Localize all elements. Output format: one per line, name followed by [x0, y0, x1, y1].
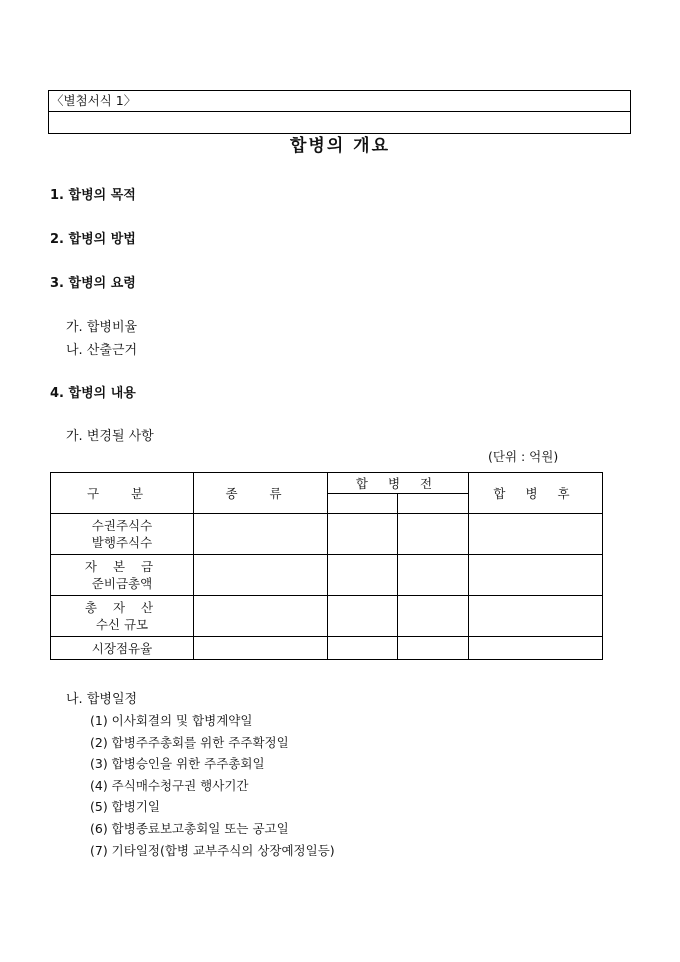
table-cell — [469, 637, 603, 660]
table-cell — [398, 596, 469, 637]
schedule-item: (5) 합병기일 — [90, 799, 160, 814]
table-row — [51, 596, 603, 637]
table-cell — [469, 555, 603, 596]
unit-note: (단위 : 억원) — [488, 449, 559, 464]
section-4-heading: 4. 합병의 내용 — [50, 386, 136, 401]
section-3-heading: 3. 합병의 요령 — [50, 276, 136, 291]
schedule-item: (4) 주식매수청구권 행사기간 — [90, 778, 249, 793]
form-label: 〈별첨서식 1〉 — [49, 91, 630, 112]
row-label: 자 본 금 준비금총액 — [51, 555, 194, 596]
table-cell — [194, 637, 328, 660]
section-4-item-a: 가. 변경될 사항 — [66, 429, 154, 444]
document-title: 합병의 개요 — [289, 136, 391, 156]
row-label: 수권주식수 발행주식수 — [51, 514, 194, 555]
schedule-item: (1) 이사회결의 및 합병계약일 — [90, 713, 253, 728]
table-cell — [328, 596, 398, 637]
table-cell — [469, 514, 603, 555]
table-row — [51, 514, 603, 555]
table-cell — [328, 514, 398, 555]
changes-table — [50, 472, 603, 660]
header-category: 구 분 — [51, 473, 194, 514]
schedule-item: (3) 합병승인을 위한 주주총회일 — [90, 756, 265, 771]
before-subcol-2 — [398, 494, 469, 514]
table-header-row — [51, 473, 603, 494]
table-cell — [328, 637, 398, 660]
section-4-item-b: 나. 합병일정 — [66, 692, 138, 707]
schedule-item: (6) 합병종료보고총회일 또는 공고일 — [90, 821, 289, 836]
schedule-item: (2) 합병주주총회를 위한 주주확정일 — [90, 735, 289, 750]
header-after-merger: 합 병 후 — [469, 473, 603, 514]
section-3-item-a: 가. 합병비율 — [66, 320, 138, 335]
section-2-heading: 2. 합병의 방법 — [50, 232, 136, 247]
schedule-item: (7) 기타일정(합병 교부주식의 상장예정일등) — [90, 843, 335, 858]
table-cell — [194, 555, 328, 596]
row-label: 시장점유율 — [51, 637, 194, 660]
table-cell — [398, 514, 469, 555]
header-type: 종 류 — [194, 473, 328, 514]
section-1-heading: 1. 합병의 목적 — [50, 188, 136, 203]
table-cell — [398, 637, 469, 660]
section-3-item-b: 나. 산출근거 — [66, 343, 138, 358]
table-row — [51, 555, 603, 596]
row-label: 총 자 산 수신 규모 — [51, 596, 194, 637]
form-header-box — [48, 90, 631, 134]
table-cell — [194, 514, 328, 555]
table-cell — [194, 596, 328, 637]
before-subcol-1 — [328, 494, 398, 514]
table-cell — [328, 555, 398, 596]
table-cell — [398, 555, 469, 596]
header-before-merger: 합 병 전 — [328, 473, 469, 494]
table-row — [51, 637, 603, 660]
table-cell — [469, 596, 603, 637]
